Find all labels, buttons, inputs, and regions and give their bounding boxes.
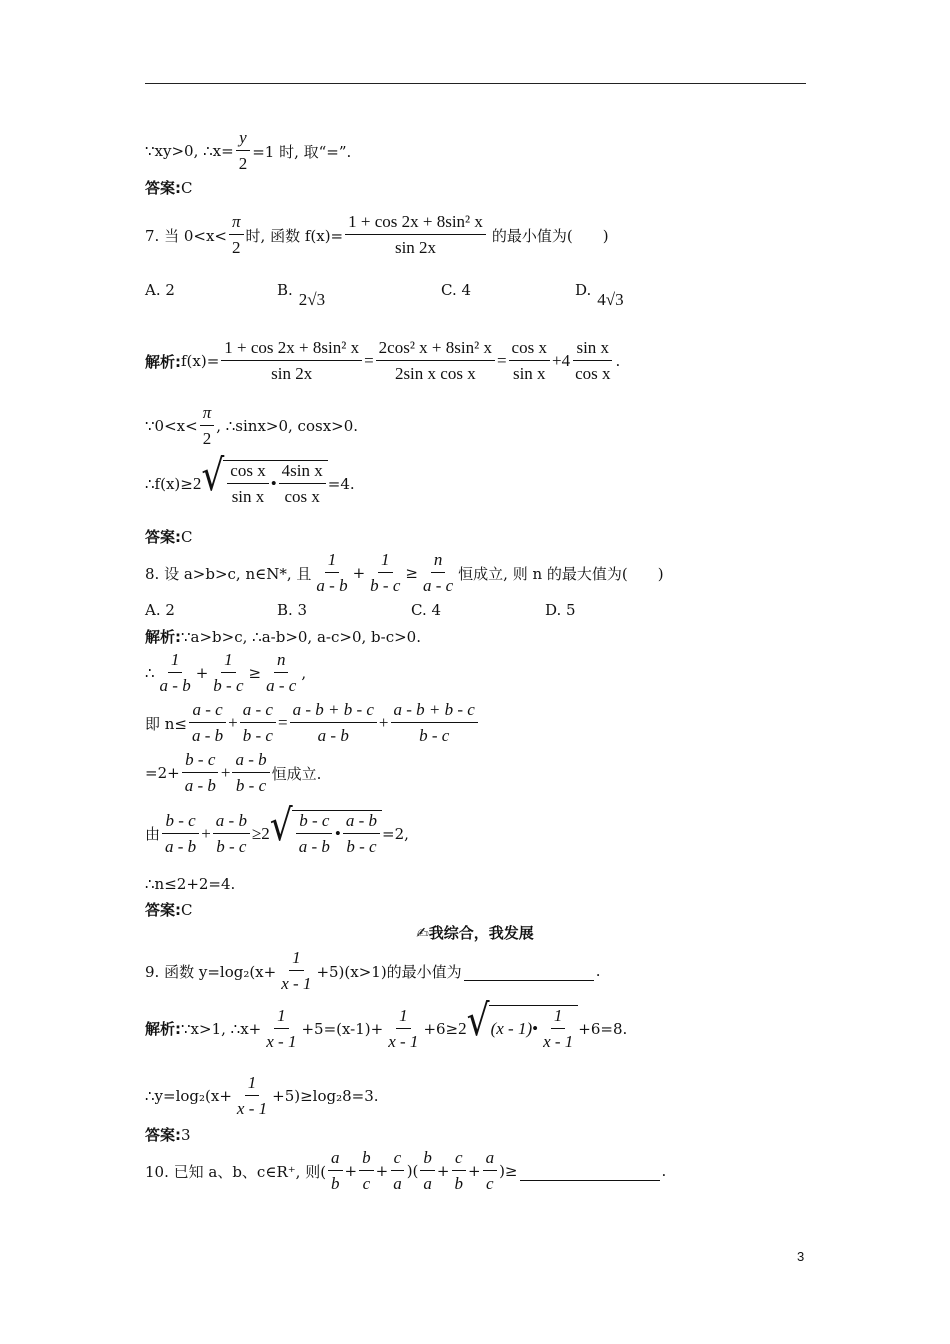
- text: ∵xy>0, ∴x=: [145, 142, 234, 160]
- question-8: 8. 设 a>b>c, n∈N*, 且 1 a - b + $\frac{1}{b - c}$ ≥ $\frac{n}{a - c}$ 恒成立, 则 n 的最大值为( ): [145, 550, 664, 595]
- solution-7-inequality: ∴f(x)≥ 2 √ cos x sin x • 4sin x cos x =4.: [145, 451, 355, 506]
- writing-hand-icon: ✍: [416, 924, 429, 942]
- answer-blank[interactable]: [464, 962, 594, 981]
- fraction: $\frac{\text{cos x}}{\text{sin x}}$: [509, 338, 550, 384]
- sqrt: √ (x - 1) • 1 x - 1: [467, 1005, 579, 1052]
- solution-8-step1: ∴ 1 a - b + $\frac{1}{b - c}$ ≥ $\frac{n}{a - c}$ ,: [145, 650, 307, 695]
- section-heading: ✍我综合，我发展: [416, 924, 534, 942]
- solution-8-step4: 由 b - c a - b + $\frac{a - b}{b - c}$ ≥2 √ b - c a - b • a - b b - c =2,: [145, 801, 409, 856]
- page-number: 3: [797, 1249, 805, 1264]
- solution-7: 解析: f(x)= $\frac{\text{1 + cos 2x + 8sin² x}}{\sin 2x}$ = $\frac{\text{2cos² x + 8sin² x}}{\text{2sin x cos x}}$ = $\frac{\text{cos x}}{\text{sin x}}$ + 4 sin x cos x .: [145, 338, 621, 383]
- solution-8: 解析: ∵a>b>c, ∴a-b>0, a-c>0, b-c>0.: [145, 627, 421, 646]
- solution-9-result: ∴y=log₂(x+ $\frac{1}{x - 1}$ +5)≥log₂8=3.: [145, 1073, 379, 1118]
- answer-8: 答案: C: [145, 900, 193, 919]
- solution-8-step5: ∴n≤2+2=4.: [145, 875, 236, 893]
- answer-9: 答案: 3: [145, 1125, 191, 1144]
- sqrt: √ b - c a - b • a - b b - c: [270, 810, 382, 857]
- fraction-pi-over-2: π 2: [200, 403, 215, 449]
- solution-7-condition: ∵0<x< π 2 , ∴sinx>0, cosx>0.: [145, 403, 359, 448]
- question-7-options: A. 2 B. 2√3 C. 4 D. 4√3: [145, 281, 624, 309]
- text: =1 时, 取“=”.: [252, 142, 352, 161]
- continuation-line: [145, 128, 351, 174]
- sqrt: √ cos x sin x • 4sin x cos x: [201, 460, 327, 507]
- header-rule: [145, 83, 806, 84]
- fraction-pi-over-2: π 2: [229, 212, 244, 258]
- solution-9: 解析: ∵x>1, ∴x+ $\frac{1}{x - 1}$ +5=(x-1)+ $\frac{1}{x - 1}$ +6≥ 2 √ (x - 1) • 1 x - 1 +6=8.: [145, 996, 628, 1051]
- answer-7: 答案: C: [145, 527, 193, 546]
- fraction-y-over-2: $\frac{y}{2}$: [236, 128, 251, 174]
- question-7: 7. 当 0<x< π 2 时, 函数 f(x)= $\frac{\text{1 + cos 2x + 8sin² x}}{\sin 2x}$ 的最小值为( ): [145, 212, 609, 257]
- fraction: $\frac{\text{2cos² x + 8sin² x}}{\text{2sin x cos x}}$: [376, 338, 495, 384]
- answer-6: 答案: C: [145, 178, 193, 197]
- fraction-function: $\frac{\text{1 + cos 2x + 8sin² x}}{\sin 2x}$: [345, 212, 486, 258]
- solution-8-step3: =2+ $\frac{b - c}{a - b}$ + $\frac{a - b}{b - c}$ 恒成立.: [145, 750, 322, 795]
- fraction: sin x cos x: [575, 338, 611, 383]
- answer-blank[interactable]: [520, 1162, 660, 1181]
- question-8-options: A. 2 B. 3 C. 4 D. 5: [145, 601, 576, 619]
- solution-8-step2: 即 n≤ $\frac{a - c}{a - b}$ + $\frac{a - c}{b - c}$ = $\frac{a - b + b - c}{a - b}$ + $\frac{a - b + b - c}{b - c}$: [145, 700, 480, 746]
- question-9: 9. 函数 y=log₂(x+ $\frac{1}{x - 1}$ +5)(x>1)的最小值为 .: [145, 948, 601, 993]
- fraction: $\frac{\text{1 + cos 2x + 8sin² x}}{\sin 2x}$: [221, 338, 362, 384]
- question-10: 10. 已知 a、b、c∈R⁺, 则( a b + $\frac{b}{c}$ + $\frac{c}{a}$ )( b a + $\frac{c}{b}$ + $\frac{a}{c}$ )≥ .: [145, 1148, 667, 1193]
